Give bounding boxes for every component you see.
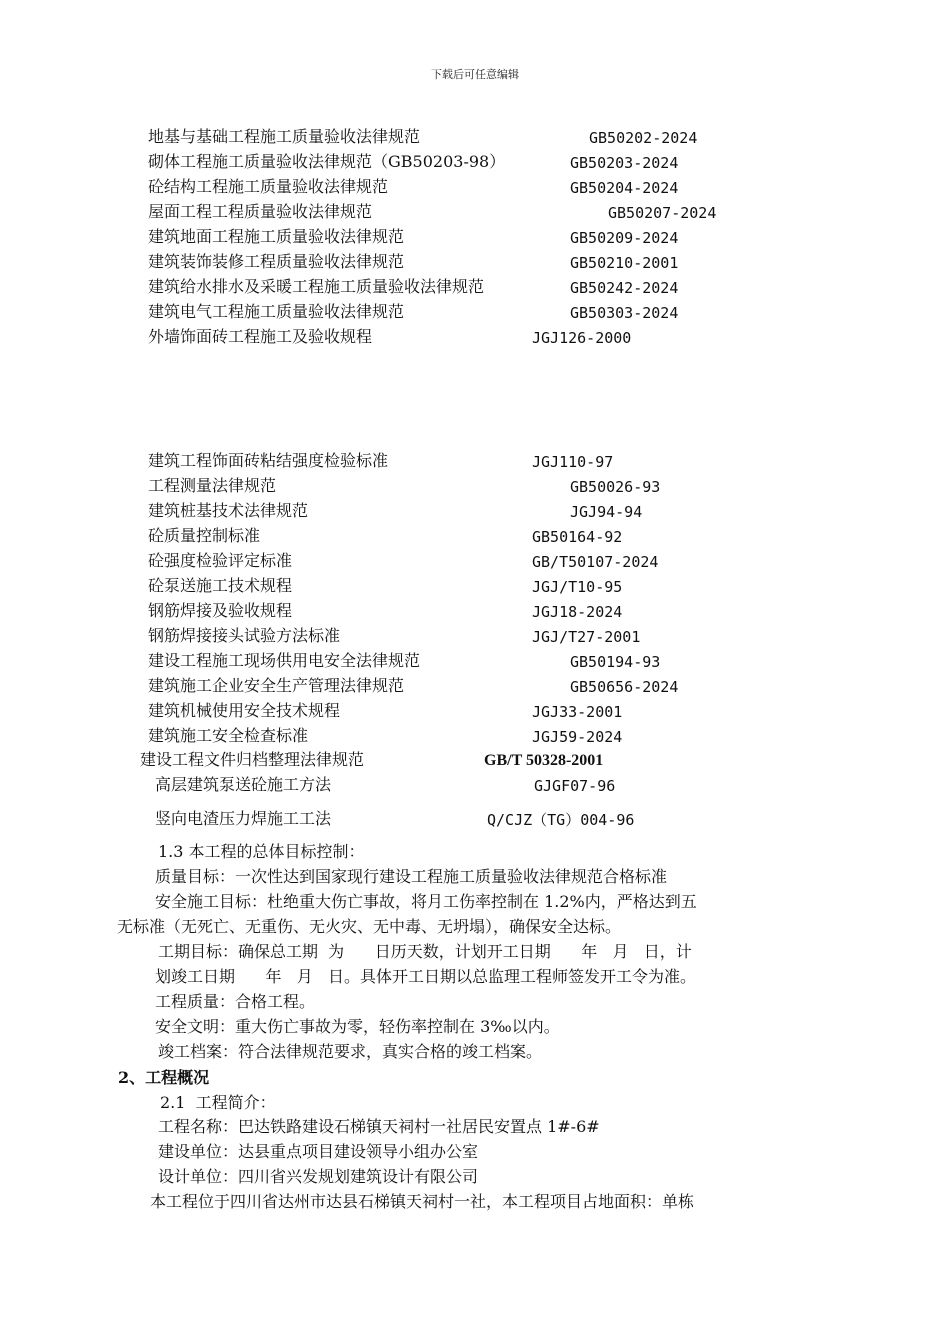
construction-unit: 建设单位：达县重点项目建设领导小组办公室	[158, 1142, 479, 1161]
standard-name: 建筑桩基技术法律规范	[148, 501, 309, 520]
quality-target: 质量目标：一次性达到国家现行建设工程施工质量验收法律规范合格标准	[155, 867, 668, 886]
safety-civilization: 安全文明：重大伤亡事故为零，轻伤率控制在 3‰以内。	[155, 1017, 560, 1036]
standard-name: 建设工程文件归档整理法律规范	[140, 750, 365, 769]
standard-name: 建筑装饰装修工程质量验收法律规范	[148, 252, 405, 271]
standard-name: 钢筋焊接接头试验方法标准	[148, 626, 341, 645]
standard-name: 建筑电气工程施工质量验收法律规范	[148, 302, 405, 321]
standard-row	[148, 127, 848, 149]
standard-name: 屋面工程工程质量验收法律规范	[148, 202, 373, 221]
standard-name: 建筑给水排水及采暖工程施工质量验收法律规范	[148, 277, 485, 296]
standard-code: JGJ126-2000	[532, 329, 632, 347]
safety-target-line2: 无标准（无死亡、无重伤、无火灾、无中毒、无坍塌），确保安全达标。	[117, 917, 622, 936]
standard-name: 砼泵送施工技术规程	[148, 576, 293, 595]
standard-row	[148, 551, 848, 573]
standard-row	[148, 726, 848, 748]
standard-row	[148, 202, 848, 224]
standard-row	[148, 651, 848, 673]
standard-code: JGJ94-94	[570, 503, 643, 521]
standard-row	[148, 152, 848, 174]
standard-code: GB/T 50328-2001	[484, 752, 604, 769]
standard-code: GB50164-92	[532, 528, 623, 546]
standard-code: GB50242-2024	[570, 279, 679, 297]
standard-code: JGJ33-2001	[532, 703, 623, 721]
standard-code: GB50026-93	[570, 478, 661, 496]
standard-name: 竖向电渣压力焊施工工法	[155, 809, 332, 828]
section-2-heading: 2、工程概况	[118, 1068, 210, 1087]
standard-row	[148, 576, 848, 598]
standard-code: JGJ59-2024	[532, 728, 623, 746]
standard-row	[155, 775, 855, 797]
standard-code: GB50210-2001	[570, 254, 679, 272]
standard-name: 建筑施工企业安全生产管理法律规范	[148, 676, 405, 695]
standard-row	[148, 252, 848, 274]
standard-code: GB50194-93	[570, 653, 661, 671]
standard-row	[148, 327, 848, 349]
standard-code: Q/CJZ（TG）004-96	[487, 811, 635, 829]
standard-name: 钢筋焊接及验收规程	[148, 601, 293, 620]
standard-name: 建设工程施工现场供用电安全法律规范	[148, 651, 421, 670]
completion-archives: 竣工档案：符合法律规范要求，真实合格的竣工档案。	[158, 1042, 543, 1061]
standard-row	[155, 809, 855, 831]
section-2-1-heading: 2.1 工程简介：	[160, 1093, 276, 1112]
standard-row	[148, 601, 848, 623]
schedule-target-line1: 工期目标：确保总工期 为 日历天数，计划开工日期 年 月 日，计	[158, 942, 692, 961]
standard-code: JGJ/T10-95	[532, 578, 623, 596]
standard-name: 高层建筑泵送砼施工方法	[155, 775, 332, 794]
standard-code: GB50207-2024	[608, 204, 717, 222]
standard-row	[148, 626, 848, 648]
standard-name: 建筑机械使用安全技术规程	[148, 701, 341, 720]
standard-code: GB50209-2024	[570, 229, 679, 247]
page-header-note: 下载后可任意编辑	[431, 68, 519, 81]
project-name: 工程名称：巴达铁路建设石梯镇天祠村一社居民安置点 1#-6#	[158, 1117, 600, 1136]
standard-name: 砼结构工程施工质量验收法律规范	[148, 177, 389, 196]
standard-row	[148, 177, 848, 199]
standard-row	[148, 451, 848, 473]
standard-row	[148, 277, 848, 299]
standard-code: GB/T50107-2024	[532, 553, 659, 571]
standard-name: 建筑施工安全检查标准	[148, 726, 309, 745]
standard-name: 砼质量控制标准	[148, 526, 261, 545]
standard-name: 地基与基础工程施工质量验收法律规范	[148, 127, 421, 146]
section-1-3-heading: 1.3 本工程的总体目标控制：	[158, 842, 365, 861]
standard-code: GB50203-2024	[570, 154, 679, 172]
standard-row	[148, 526, 848, 548]
standard-name: 建筑工程饰面砖粘结强度检验标准	[148, 451, 389, 470]
standard-row	[148, 701, 848, 723]
standard-row	[148, 227, 848, 249]
design-unit: 设计单位：四川省兴发规划建筑设计有限公司	[158, 1167, 479, 1186]
safety-target-line1: 安全施工目标：杜绝重大伤亡事故，将月工伤率控制在 1.2%内，严格达到五	[155, 892, 697, 911]
standard-code: GJGF07-96	[534, 777, 616, 795]
standard-name: 建筑地面工程施工质量验收法律规范	[148, 227, 405, 246]
standard-code: GB50656-2024	[570, 678, 679, 696]
schedule-target-line2: 划竣工日期 年 月 日。具体开工日期以总监理工程师签发开工令为准。	[155, 967, 697, 986]
standard-code: GB50202-2024	[589, 129, 698, 147]
standard-row	[148, 476, 848, 498]
standard-name: 外墙饰面砖工程施工及验收规程	[148, 327, 373, 346]
standard-name: 砌体工程施工质量验收法律规范（GB50203-98）	[148, 152, 506, 171]
standard-row	[148, 676, 848, 698]
standard-row	[148, 302, 848, 324]
project-location: 本工程位于四川省达州市达县石梯镇天祠村一社，本工程项目占地面积：单栋	[150, 1192, 695, 1211]
standard-code: JGJ/T27-2001	[532, 628, 641, 646]
standard-code: JGJ110-97	[532, 453, 614, 471]
standard-row	[148, 501, 848, 523]
standard-name: 砼强度检验评定标准	[148, 551, 293, 570]
project-quality: 工程质量：合格工程。	[155, 992, 316, 1011]
standard-code: GB50303-2024	[570, 304, 679, 322]
standard-code: JGJ18-2024	[532, 603, 623, 621]
standard-row	[140, 750, 840, 772]
standard-code: GB50204-2024	[570, 179, 679, 197]
standard-name: 工程测量法律规范	[148, 476, 277, 495]
